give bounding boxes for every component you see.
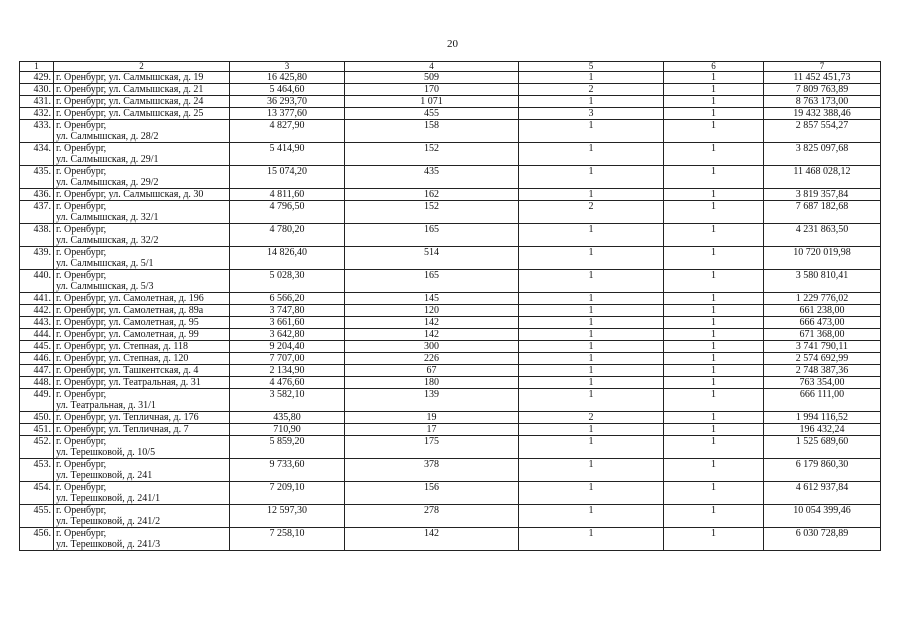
area-cell: 4 811,60 <box>230 189 345 201</box>
column-6-cell: 1 <box>664 377 764 389</box>
address-line-2: ул. Салмышская, д. 5/3 <box>56 281 154 292</box>
row-number-cell: 454. <box>20 482 54 505</box>
address-cell <box>54 143 230 166</box>
sum-cell: 11 468 028,12 <box>764 166 881 189</box>
address-cell <box>54 459 230 482</box>
row-number-cell: 449. <box>20 389 54 412</box>
column-header-2: 2 <box>54 62 230 72</box>
sum-cell: 1 525 689,60 <box>764 436 881 459</box>
address-line-2: ул. Салмышская, д. 29/2 <box>56 177 159 188</box>
column-6-cell: 1 <box>664 341 764 353</box>
column-5-cell: 1 <box>519 377 664 389</box>
table-row <box>20 377 881 389</box>
table-row <box>20 270 881 293</box>
column-6-cell: 1 <box>664 482 764 505</box>
count-cell: 226 <box>345 353 519 365</box>
column-6-cell: 1 <box>664 528 764 551</box>
address-line-1: г. Оренбург, ул. Салмышская, д. 24 <box>56 96 204 107</box>
address-line-2: ул. Театральная, д. 31/1 <box>56 400 156 411</box>
address-line-1: г. Оренбург, ул. Театральная, д. 31 <box>56 377 201 388</box>
address-line-1: г. Оренбург, ул. Ташкентская, д. 4 <box>56 365 199 376</box>
address-line-2: ул. Терешковой, д. 241/1 <box>56 493 161 504</box>
column-6-cell: 1 <box>664 166 764 189</box>
count-cell: 156 <box>345 482 519 505</box>
column-5-cell: 1 <box>519 189 664 201</box>
row-number-cell: 429. <box>20 72 54 84</box>
count-cell: 278 <box>345 505 519 528</box>
address-line-1: г. Оренбург, ул. Самолетная, д. 95 <box>56 317 199 328</box>
column-header-5: 5 <box>519 62 664 72</box>
table-row <box>20 341 881 353</box>
sum-cell: 2 748 387,36 <box>764 365 881 377</box>
count-cell: 17 <box>345 424 519 436</box>
column-6-cell: 1 <box>664 96 764 108</box>
row-number-cell: 437. <box>20 201 54 224</box>
column-5-cell: 1 <box>519 389 664 412</box>
address-cell <box>54 120 230 143</box>
sum-cell: 2 857 554,27 <box>764 120 881 143</box>
area-cell: 5 859,20 <box>230 436 345 459</box>
sum-cell: 3 825 097,68 <box>764 143 881 166</box>
address-line-1: г. Оренбург, <box>56 459 107 470</box>
row-number-cell: 453. <box>20 459 54 482</box>
address-cell <box>54 201 230 224</box>
area-cell: 710,90 <box>230 424 345 436</box>
column-5-cell: 1 <box>519 166 664 189</box>
row-number-cell: 456. <box>20 528 54 551</box>
count-cell: 120 <box>345 305 519 317</box>
area-cell: 16 425,80 <box>230 72 345 84</box>
sum-cell: 10 720 019,98 <box>764 247 881 270</box>
sum-cell: 19 432 388,46 <box>764 108 881 120</box>
sum-cell: 2 574 692,99 <box>764 353 881 365</box>
column-5-cell: 3 <box>519 108 664 120</box>
address-line-2: ул. Салмышская, д. 28/2 <box>56 131 159 142</box>
row-number-cell: 434. <box>20 143 54 166</box>
address-cell <box>54 72 230 84</box>
count-cell: 514 <box>345 247 519 270</box>
count-cell: 175 <box>345 436 519 459</box>
count-cell: 165 <box>345 224 519 247</box>
address-line-1: г. Оренбург, <box>56 389 107 400</box>
address-line-1: г. Оренбург, <box>56 120 107 131</box>
address-line-2: ул. Салмышская, д. 5/1 <box>56 258 154 269</box>
row-number-cell: 452. <box>20 436 54 459</box>
address-line-1: г. Оренбург, ул. Салмышская, д. 21 <box>56 84 204 95</box>
area-cell: 4 827,90 <box>230 120 345 143</box>
row-number-cell: 443. <box>20 317 54 329</box>
column-5-cell: 1 <box>519 224 664 247</box>
column-6-cell: 1 <box>664 389 764 412</box>
address-line-1: г. Оренбург, ул. Салмышская, д. 19 <box>56 72 204 83</box>
sum-cell: 1 229 776,02 <box>764 293 881 305</box>
sum-cell: 666 473,00 <box>764 317 881 329</box>
address-line-1: г. Оренбург, ул. Тепличная, д. 176 <box>56 412 199 423</box>
address-cell <box>54 96 230 108</box>
column-6-cell: 1 <box>664 108 764 120</box>
table-row <box>20 482 881 505</box>
row-number-cell: 435. <box>20 166 54 189</box>
address-line-1: г. Оренбург, ул. Тепличная, д. 7 <box>56 424 189 435</box>
count-cell: 139 <box>345 389 519 412</box>
count-cell: 142 <box>345 317 519 329</box>
row-number-cell: 446. <box>20 353 54 365</box>
count-cell: 152 <box>345 143 519 166</box>
area-cell: 14 826,40 <box>230 247 345 270</box>
address-cell <box>54 270 230 293</box>
table-row <box>20 389 881 412</box>
sum-cell: 8 763 173,00 <box>764 96 881 108</box>
table-row <box>20 143 881 166</box>
address-cell <box>54 424 230 436</box>
row-number-cell: 433. <box>20 120 54 143</box>
area-cell: 3 747,80 <box>230 305 345 317</box>
table-row <box>20 436 881 459</box>
sum-cell: 3 741 790,11 <box>764 341 881 353</box>
area-cell: 9 733,60 <box>230 459 345 482</box>
column-5-cell: 2 <box>519 201 664 224</box>
area-cell: 3 582,10 <box>230 389 345 412</box>
column-5-cell: 1 <box>519 293 664 305</box>
column-6-cell: 1 <box>664 189 764 201</box>
sum-cell: 666 111,00 <box>764 389 881 412</box>
table-row <box>20 247 881 270</box>
address-cell <box>54 317 230 329</box>
column-6-cell: 1 <box>664 84 764 96</box>
row-number-cell: 450. <box>20 412 54 424</box>
address-cell <box>54 224 230 247</box>
sum-cell: 4 231 863,50 <box>764 224 881 247</box>
column-5-cell: 2 <box>519 412 664 424</box>
column-5-cell: 1 <box>519 72 664 84</box>
address-cell <box>54 189 230 201</box>
area-cell: 9 204,40 <box>230 341 345 353</box>
address-cell <box>54 293 230 305</box>
area-cell: 435,80 <box>230 412 345 424</box>
address-line-1: г. Оренбург, ул. Степная, д. 118 <box>56 341 189 352</box>
address-line-1: г. Оренбург, <box>56 247 107 258</box>
count-cell: 378 <box>345 459 519 482</box>
address-line-1: г. Оренбург, ул. Самолетная, д. 99 <box>56 329 199 340</box>
header-row <box>20 62 881 72</box>
address-line-1: г. Оренбург, ул. Салмышская, д. 30 <box>56 189 204 200</box>
row-number-cell: 441. <box>20 293 54 305</box>
count-cell: 19 <box>345 412 519 424</box>
count-cell: 170 <box>345 84 519 96</box>
column-5-cell: 1 <box>519 505 664 528</box>
row-number-cell: 444. <box>20 329 54 341</box>
column-5-cell: 1 <box>519 459 664 482</box>
area-cell: 13 377,60 <box>230 108 345 120</box>
column-6-cell: 1 <box>664 143 764 166</box>
count-cell: 152 <box>345 201 519 224</box>
row-number-cell: 439. <box>20 247 54 270</box>
area-cell: 3 642,80 <box>230 329 345 341</box>
address-cell <box>54 305 230 317</box>
sum-cell: 763 354,00 <box>764 377 881 389</box>
column-5-cell: 1 <box>519 353 664 365</box>
sum-cell: 196 432,24 <box>764 424 881 436</box>
column-5-cell: 1 <box>519 247 664 270</box>
column-5-cell: 1 <box>519 341 664 353</box>
column-header-1: 1 <box>20 62 54 72</box>
address-cell <box>54 482 230 505</box>
count-cell: 435 <box>345 166 519 189</box>
table-row <box>20 329 881 341</box>
address-line-2: ул. Терешковой, д. 241 <box>56 470 153 481</box>
column-header-7: 7 <box>764 62 881 72</box>
sum-cell: 6 030 728,89 <box>764 528 881 551</box>
area-cell: 5 028,30 <box>230 270 345 293</box>
row-number-cell: 447. <box>20 365 54 377</box>
area-cell: 4 476,60 <box>230 377 345 389</box>
sum-cell: 11 452 451,73 <box>764 72 881 84</box>
address-cell <box>54 341 230 353</box>
row-number-cell: 436. <box>20 189 54 201</box>
count-cell: 1 071 <box>345 96 519 108</box>
row-number-cell: 445. <box>20 341 54 353</box>
column-6-cell: 1 <box>664 329 764 341</box>
address-line-1: г. Оренбург, <box>56 436 107 447</box>
sum-cell: 671 368,00 <box>764 329 881 341</box>
area-cell: 7 707,00 <box>230 353 345 365</box>
address-cell <box>54 412 230 424</box>
count-cell: 162 <box>345 189 519 201</box>
address-cell <box>54 84 230 96</box>
address-line-1: г. Оренбург, <box>56 201 107 212</box>
row-number-cell: 430. <box>20 84 54 96</box>
table-row <box>20 96 881 108</box>
table-row <box>20 365 881 377</box>
address-cell <box>54 365 230 377</box>
table-row <box>20 412 881 424</box>
column-header-4: 4 <box>345 62 519 72</box>
address-cell <box>54 166 230 189</box>
row-number-cell: 438. <box>20 224 54 247</box>
address-line-1: г. Оренбург, <box>56 143 107 154</box>
sum-cell: 4 612 937,84 <box>764 482 881 505</box>
column-6-cell: 1 <box>664 365 764 377</box>
table-row <box>20 305 881 317</box>
address-line-2: ул. Терешковой, д. 241/2 <box>56 516 161 527</box>
count-cell: 158 <box>345 120 519 143</box>
address-line-1: г. Оренбург, ул. Самолетная, д. 89а <box>56 305 204 316</box>
area-cell: 7 209,10 <box>230 482 345 505</box>
address-line-1: г. Оренбург, ул. Салмышская, д. 25 <box>56 108 204 119</box>
address-cell <box>54 247 230 270</box>
table-row <box>20 353 881 365</box>
count-cell: 180 <box>345 377 519 389</box>
row-number-cell: 455. <box>20 505 54 528</box>
column-5-cell: 2 <box>519 84 664 96</box>
area-cell: 15 074,20 <box>230 166 345 189</box>
address-line-2: ул. Салмышская, д. 29/1 <box>56 154 159 165</box>
column-5-cell: 1 <box>519 120 664 143</box>
table-row <box>20 528 881 551</box>
count-cell: 67 <box>345 365 519 377</box>
table-row <box>20 120 881 143</box>
address-line-1: г. Оренбург, <box>56 224 107 235</box>
count-cell: 165 <box>345 270 519 293</box>
address-line-1: г. Оренбург, <box>56 505 107 516</box>
table-row <box>20 108 881 120</box>
sum-cell: 1 994 116,52 <box>764 412 881 424</box>
address-line-1: г. Оренбург, ул. Самолетная, д. 196 <box>56 293 204 304</box>
area-cell: 4 796,50 <box>230 201 345 224</box>
row-number-cell: 442. <box>20 305 54 317</box>
column-5-cell: 1 <box>519 482 664 505</box>
column-6-cell: 1 <box>664 424 764 436</box>
column-6-cell: 1 <box>664 270 764 293</box>
row-number-cell: 432. <box>20 108 54 120</box>
table-row <box>20 84 881 96</box>
table-row <box>20 224 881 247</box>
column-5-cell: 1 <box>519 270 664 293</box>
area-cell: 4 780,20 <box>230 224 345 247</box>
sum-cell: 6 179 860,30 <box>764 459 881 482</box>
column-header-6: 6 <box>664 62 764 72</box>
sum-cell: 10 054 399,46 <box>764 505 881 528</box>
table-row <box>20 424 881 436</box>
column-6-cell: 1 <box>664 436 764 459</box>
table-row <box>20 505 881 528</box>
count-cell: 300 <box>345 341 519 353</box>
column-5-cell: 1 <box>519 305 664 317</box>
page-number: 20 <box>447 38 458 50</box>
address-cell <box>54 377 230 389</box>
area-cell: 6 566,20 <box>230 293 345 305</box>
column-6-cell: 1 <box>664 247 764 270</box>
data-table <box>19 61 881 551</box>
row-number-cell: 431. <box>20 96 54 108</box>
column-5-cell: 1 <box>519 143 664 166</box>
address-line-1: г. Оренбург, <box>56 482 107 493</box>
area-cell: 2 134,90 <box>230 365 345 377</box>
address-line-2: ул. Терешковой, д. 241/3 <box>56 539 161 550</box>
column-6-cell: 1 <box>664 224 764 247</box>
column-5-cell: 1 <box>519 528 664 551</box>
column-5-cell: 1 <box>519 96 664 108</box>
address-line-2: ул. Салмышская, д. 32/2 <box>56 235 159 246</box>
count-cell: 455 <box>345 108 519 120</box>
area-cell: 5 414,90 <box>230 143 345 166</box>
table-body <box>20 72 881 551</box>
table-header <box>20 62 881 72</box>
table-row <box>20 72 881 84</box>
count-cell: 142 <box>345 329 519 341</box>
address-line-1: г. Оренбург, <box>56 528 107 539</box>
column-5-cell: 1 <box>519 424 664 436</box>
column-5-cell: 1 <box>519 329 664 341</box>
column-header-3: 3 <box>230 62 345 72</box>
column-6-cell: 1 <box>664 201 764 224</box>
column-5-cell: 1 <box>519 436 664 459</box>
count-cell: 142 <box>345 528 519 551</box>
address-line-1: г. Оренбург, <box>56 166 107 177</box>
row-number-cell: 448. <box>20 377 54 389</box>
address-line-2: ул. Терешковой, д. 10/5 <box>56 447 156 458</box>
table-row <box>20 459 881 482</box>
row-number-cell: 440. <box>20 270 54 293</box>
address-cell <box>54 436 230 459</box>
address-line-1: г. Оренбург, ул. Степная, д. 120 <box>56 353 189 364</box>
column-6-cell: 1 <box>664 459 764 482</box>
column-6-cell: 1 <box>664 353 764 365</box>
address-cell <box>54 528 230 551</box>
table-row <box>20 317 881 329</box>
column-6-cell: 1 <box>664 317 764 329</box>
area-cell: 7 258,10 <box>230 528 345 551</box>
address-cell <box>54 505 230 528</box>
address-cell <box>54 108 230 120</box>
sum-cell: 7 687 182,68 <box>764 201 881 224</box>
address-cell <box>54 329 230 341</box>
sum-cell: 7 809 763,89 <box>764 84 881 96</box>
table-row <box>20 201 881 224</box>
column-6-cell: 1 <box>664 120 764 143</box>
table-row <box>20 166 881 189</box>
sum-cell: 3 580 810,41 <box>764 270 881 293</box>
column-5-cell: 1 <box>519 317 664 329</box>
count-cell: 145 <box>345 293 519 305</box>
area-cell: 5 464,60 <box>230 84 345 96</box>
row-number-cell: 451. <box>20 424 54 436</box>
column-5-cell: 1 <box>519 365 664 377</box>
area-cell: 36 293,70 <box>230 96 345 108</box>
sum-cell: 3 819 357,84 <box>764 189 881 201</box>
address-line-2: ул. Салмышская, д. 32/1 <box>56 212 159 223</box>
column-6-cell: 1 <box>664 72 764 84</box>
address-cell <box>54 389 230 412</box>
area-cell: 3 661,60 <box>230 317 345 329</box>
column-6-cell: 1 <box>664 412 764 424</box>
column-6-cell: 1 <box>664 293 764 305</box>
sum-cell: 661 238,00 <box>764 305 881 317</box>
address-cell <box>54 353 230 365</box>
address-line-1: г. Оренбург, <box>56 270 107 281</box>
area-cell: 12 597,30 <box>230 505 345 528</box>
table-row <box>20 293 881 305</box>
count-cell: 509 <box>345 72 519 84</box>
column-6-cell: 1 <box>664 305 764 317</box>
column-6-cell: 1 <box>664 505 764 528</box>
table-row <box>20 189 881 201</box>
